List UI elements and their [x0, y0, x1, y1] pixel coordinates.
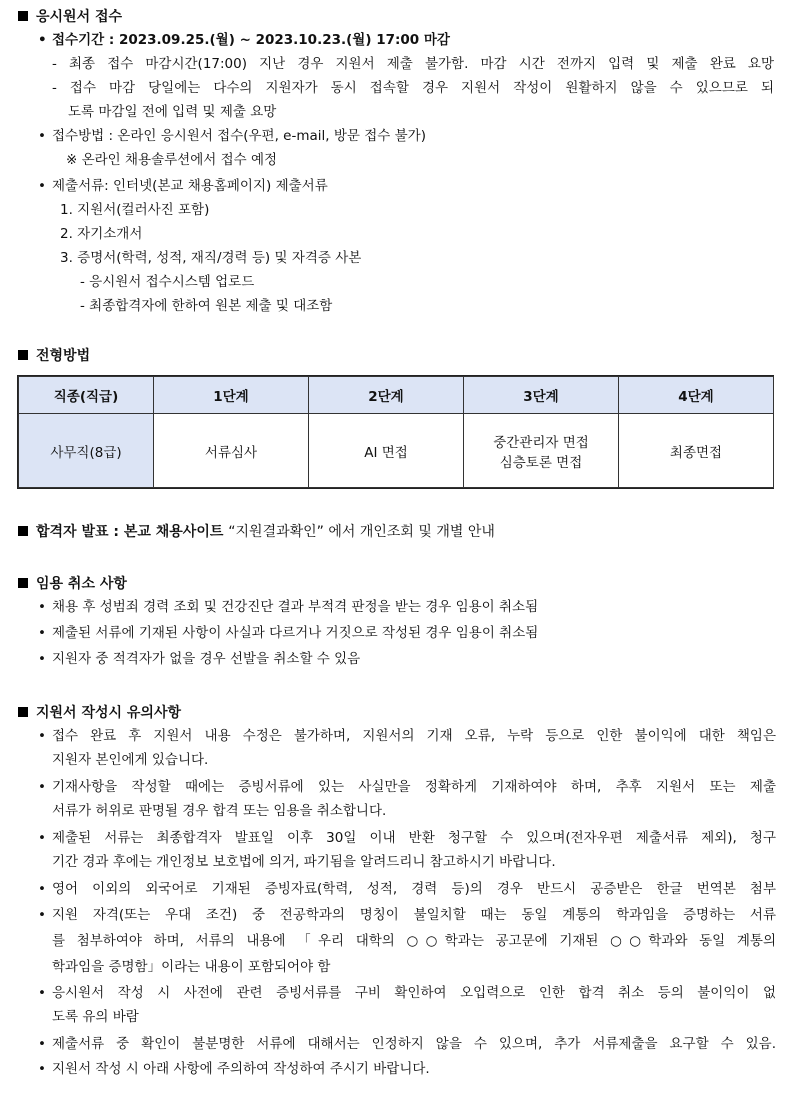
- caution-item-1-cont: 지원자 본인에게 있습니다.: [52, 752, 209, 768]
- table-header-row: [19, 377, 774, 414]
- table-row: [19, 414, 774, 488]
- cell-step-3-line-1: 중간관리자 면접: [493, 434, 589, 451]
- caution-item-6: • 응시원서 작성 시 사전에 관련 증빙서류를 구비 확인하여 오입력으로 인한 합격 취소 등의 불이익이 없: [52, 983, 776, 1003]
- cell-step-3-line-2: 심층토론 면접: [499, 454, 583, 471]
- selection-table: [17, 375, 774, 489]
- list-item: • 채용 후 성범죄 경력 조회 및 건강진단 결과 부적격 판정을 받는 경우 임용이 취소됨: [52, 597, 538, 617]
- section-title-announcement: 합격자 발표 : 본교 채용사이트 “지원결과확인” 에서 개인조회 및 개별 안내: [18, 521, 495, 541]
- caution-item-2: • 기재사항을 작성할 때에는 증빙서류에 있는 사실만을 정확하게 기재하여야 하며, 추후 지원서 또는 제출: [52, 777, 776, 797]
- cell-step-3: [464, 414, 619, 488]
- caution-item-2-cont: 서류가 허위로 판명될 경우 합격 또는 임용을 취소합니다.: [52, 803, 387, 819]
- reception-period-note-1: - 최종 접수 마감시간(17:00) 지난 경우 지원서 제출 불가함. 마감 시간 전까지 입력 및 제출 완료 요망: [52, 56, 774, 72]
- reception-doc-3-note-1: - 응시원서 접수시스템 업로드: [80, 274, 255, 290]
- section-title-reception: 응시원서 접수: [18, 6, 122, 26]
- cell-step-4: 최종면접: [619, 414, 774, 488]
- list-item: • 제출된 서류에 기재된 사항이 사실과 다르거나 거짓으로 작성된 경우 임용이 취소됨: [52, 623, 538, 643]
- reception-docs: • 제출서류: 인터넷(본교 채용홈페이지) 제출서류: [52, 176, 328, 196]
- square-bullet-icon: [18, 578, 28, 588]
- square-bullet-icon: [18, 707, 28, 717]
- section-title-caution: 지원서 작성시 유의사항: [18, 702, 181, 722]
- header-step-4: 4단계: [619, 377, 774, 414]
- caution-item-5-cont-1: 를 첨부하여야 하며, 서류의 내용에 「우리 대학의 ○○학과는 공고문에 기재된 ○○학과와 동일 계통의: [52, 933, 776, 949]
- caution-item-5-cont-2: 학과임을 증명함」이라는 내용이 포함되어야 함: [52, 959, 331, 975]
- reception-doc-2: 2. 자기소개서: [60, 226, 143, 242]
- caution-item-6-cont: 도록 유의 바람: [52, 1009, 139, 1025]
- caution-item-3-cont: 기간 경과 후에는 개인정보 보호법에 의거, 파기됨을 알려드리니 참고하시기 바랍니다.: [52, 854, 556, 870]
- header-step-3: 3단계: [464, 377, 619, 414]
- cell-step-2: AI 면접: [309, 414, 464, 488]
- square-bullet-icon: [18, 350, 28, 360]
- reception-doc-3-note-2: - 최종합격자에 한하여 원본 제출 및 대조함: [80, 298, 333, 314]
- reception-period: • 접수기간 : 2023.09.25.(월) ~ 2023.10.23.(월) 17:00 마감: [52, 30, 450, 50]
- caution-item-4: • 영어 이외의 외국어로 기재된 증빙자료(학력, 성적, 경력 등)의 경우 반드시 공증받은 한글 번역본 첨부: [52, 879, 776, 899]
- caution-item-5: • 지원 자격(또는 우대 조건) 중 전공학과의 명칭이 불일치할 때는 동일 계통의 학과임을 증명하는 서류: [52, 905, 776, 925]
- square-bullet-icon: [18, 11, 28, 21]
- reception-doc-3: 3. 증명서(학력, 성적, 재직/경력 등) 및 자격증 사본: [60, 250, 362, 266]
- announcement-detail: “지원결과확인” 에서 개인조회 및 개별 안내: [228, 524, 495, 540]
- reception-period-note-2: - 접수 마감 당일에는 다수의 지원자가 동시 접속할 경우 지원서 작성이 원활하지 않을 수 있으므로 되: [52, 80, 774, 96]
- list-item: • 지원자 중 적격자가 없을 경우 선발을 취소할 수 있음: [52, 649, 360, 669]
- cell-step-1: 서류심사: [154, 414, 309, 488]
- caution-item-8: • 지원서 작성 시 아래 사항에 주의하여 작성하여 주시기 바랍니다.: [52, 1059, 430, 1079]
- cell-job: 사무직(8급): [19, 414, 154, 488]
- header-job: 직종(직급): [19, 377, 154, 414]
- caution-item-3: • 제출된 서류는 최종합격자 발표일 이후 30일 이내 반환 청구할 수 있으며(전자우편 제출서류 제외), 청구: [52, 828, 776, 848]
- reception-doc-1: 1. 지원서(컬러사진 포함): [60, 202, 210, 218]
- header-step-2: 2단계: [309, 377, 464, 414]
- section-title-cancel: 임용 취소 사항: [18, 573, 127, 593]
- caution-item-1: • 접수 완료 후 지원서 내용 수정은 불가하며, 지원서의 기재 오류, 누락 등으로 인한 불이익에 대한 책임은: [52, 726, 776, 746]
- caution-item-7: • 제출서류 중 확인이 불분명한 서류에 대해서는 인정하지 않을 수 있으며, 추가 서류제출을 요구할 수 있음.: [52, 1034, 776, 1054]
- square-bullet-icon: [18, 526, 28, 536]
- header-step-1: 1단계: [154, 377, 309, 414]
- reception-method-note: ※ 온라인 채용솔루션에서 접수 예정: [66, 152, 278, 168]
- section-title-selection: 전형방법: [18, 345, 90, 365]
- reception-method: • 접수방법 : 온라인 응시원서 접수(우편, e-mail, 방문 접수 불가): [52, 126, 426, 146]
- reception-period-note-2-cont: 도록 마감일 전에 입력 및 제출 요망: [68, 104, 277, 120]
